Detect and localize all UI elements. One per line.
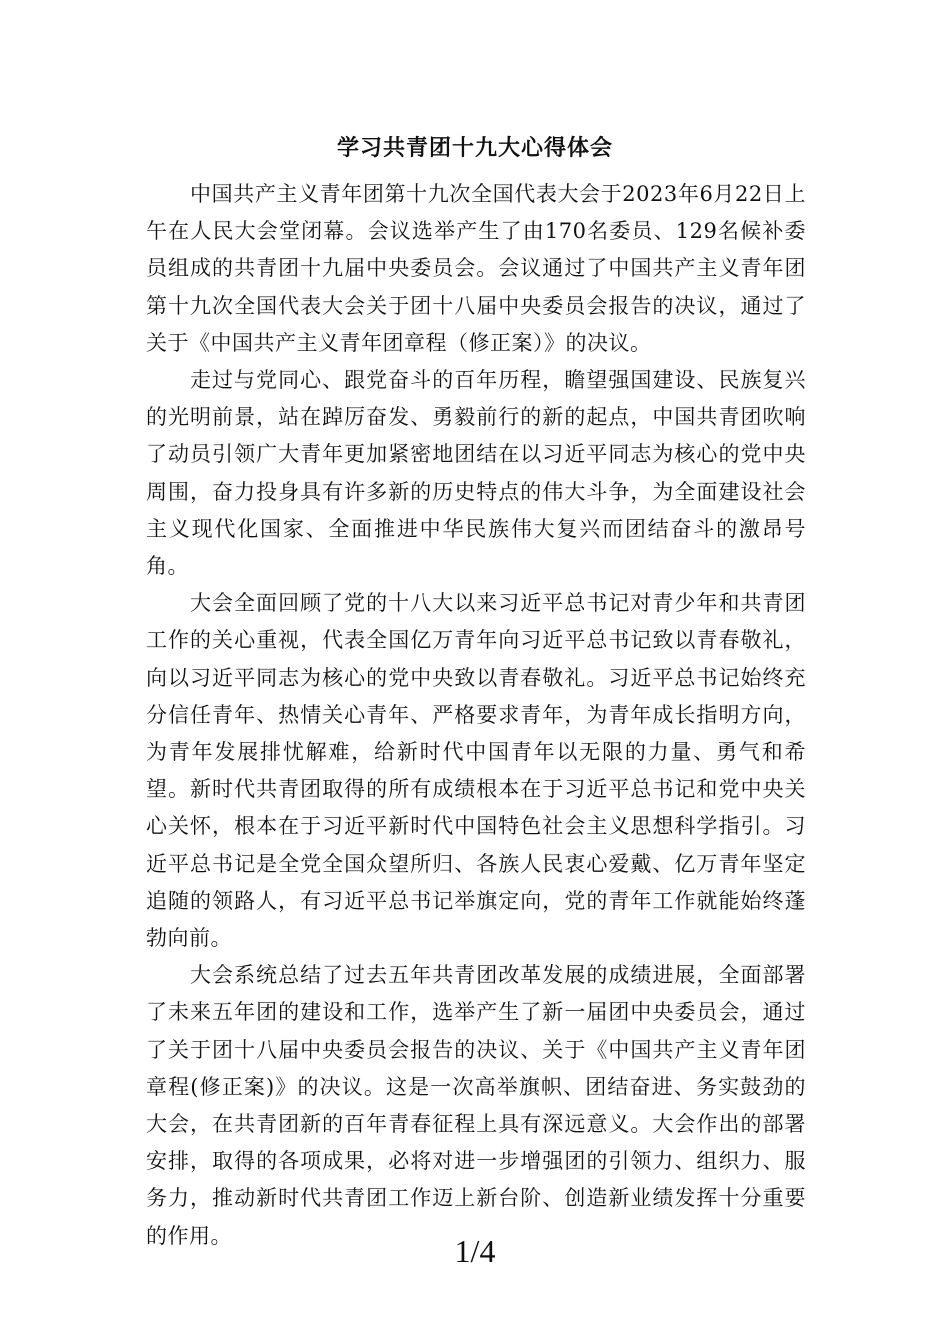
page-number: 1/4 (454, 1233, 496, 1269)
document-body (146, 176, 806, 1255)
paragraph: 中国共产主义青年团第十九次全国代表大会于2023年6月22日上午在人民大会堂闭幕。会议选举产生了由170名委员、129名候补委员组成的共青团十九届中央委员会。会议通过了中国共产主义青年团第十九次全国代表大会关于团十八届中央委员会报告的决议，通过了关于《中国共产主义青年团章程（修正案）》的决议。 (146, 182, 806, 355)
paragraph: 大会系统总结了过去五年共青团改革发展的成绩进展，全面部署了未来五年团的建设和工作，选举产生了新一届团中央委员会，通过了关于团十八届中央委员会报告的决议、关于《中国共产主义青年团章程(修正案)》的决议。这是一次高举旗帜、团结奋进、务实鼓劲的大会，在共青团新的百年青春征程上具有深远意义。大会作出的部署安排，取得的各项成果，必将对进一步增强团的引领力、组织力、服务力，推动新时代共青团工作迈上新台阶、创造新业绩发挥十分重要的作用。 (146, 963, 806, 1248)
paragraph: 走过与党同心、跟党奋斗的百年历程，瞻望强国建设、民族复兴的光明前景，站在踔厉奋发、勇毅前行的新的起点，中国共青团吹响了动员引领广大青年更加紧密地团结在以习近平同志为核心的党中央周围，奋力投身具有许多新的历史特点的伟大斗争，为全面建设社会主义现代化国家、全面推进中华民族伟大复兴而团结奋斗的激昂号角。 (146, 368, 806, 579)
paragraph: 大会全面回顾了党的十八大以来习近平总书记对青少年和共青团工作的关心重视，代表全国亿万青年向习近平总书记致以青春敬礼，向以习近平同志为核心的党中央致以青春敬礼。习近平总书记始终充分信任青年、热情关心青年、严格要求青年，为青年成长指明方向，为青年发展排忧解难，给新时代中国青年以无限的力量、勇气和希望。新时代共青团取得的所有成绩根本在于习近平总书记和党中央关心关怀，根本在于习近平新时代中国特色社会主义思想科学指引。习近平总书记是全党全国众望所归、各族人民衷心爱戴、亿万青年坚定追随的领路人，有习近平总书记举旗定向，党的青年工作就能始终蓬勃向前。 (146, 591, 806, 951)
document-title: 学习共青团十九大心得体会 (336, 135, 613, 161)
